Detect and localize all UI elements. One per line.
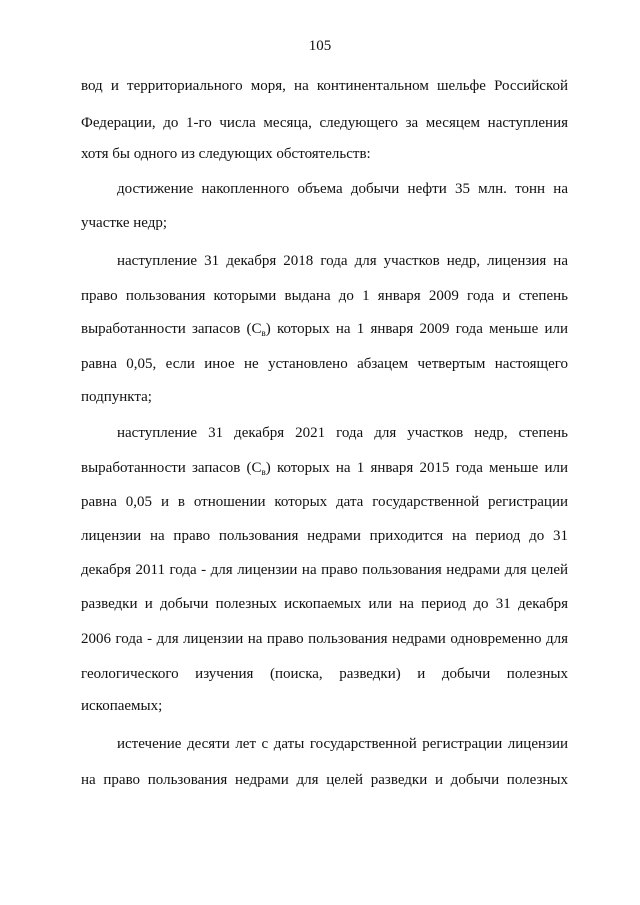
text-line: участке недр;	[81, 215, 168, 231]
text-line	[81, 319, 568, 339]
text-line: подпункта;	[81, 389, 152, 405]
text-line: равна 0,05 и в отношении которых дата государственной регистрации	[81, 494, 568, 510]
text-line: наступление 31 декабря 2021 года для участков недр, степень	[117, 425, 568, 441]
text-line: Федерации, до 1-го числа месяца, следующего за месяцем наступления	[81, 115, 568, 131]
text-line: 2006 года - для лицензии на право пользования недрами одновременно для	[81, 631, 568, 647]
text-fragment: ) которых на 1 января 2015 года меньше или	[265, 460, 568, 476]
text-line: вод и территориального моря, на континентальном шельфе Российской	[81, 78, 568, 94]
text-fragment: выработанности запасов (С	[81, 321, 262, 337]
text-line: геологического изучения (поиска, разведки) и добычи полезных	[81, 666, 568, 682]
text-line: ископаемых;	[81, 698, 163, 714]
subscript: в	[261, 328, 266, 338]
subscript: в	[261, 467, 266, 477]
text-line: лицензии на право пользования недрами приходится на период до 31	[81, 528, 568, 544]
text-fragment: выработанности запасов (С	[81, 460, 262, 476]
text-line: разведки и добычи полезных ископаемых или на период до 31 декабря	[81, 596, 568, 612]
text-line: декабря 2011 года - для лицензии на право пользования недрами для целей	[81, 562, 568, 578]
text-line: хотя бы одного из следующих обстоятельств:	[81, 146, 371, 162]
text-line	[81, 458, 568, 478]
text-line: на право пользования недрами для целей разведки и добычи полезных	[81, 772, 568, 788]
text-fragment: ) которых на 1 января 2009 года меньше или	[265, 321, 568, 337]
page-number: 105	[308, 38, 332, 54]
text-line: право пользования которыми выдана до 1 января 2009 года и степень	[81, 288, 568, 304]
text-line: равна 0,05, если иное не установлено абзацем четвертым настоящего	[81, 356, 568, 372]
text-line: достижение накопленного объема добычи нефти 35 млн. тонн на	[117, 181, 568, 197]
text-line: истечение десяти лет с даты государственной регистрации лицензии	[117, 736, 568, 752]
text-line: наступление 31 декабря 2018 года для участков недр, лицензия на	[117, 253, 568, 269]
